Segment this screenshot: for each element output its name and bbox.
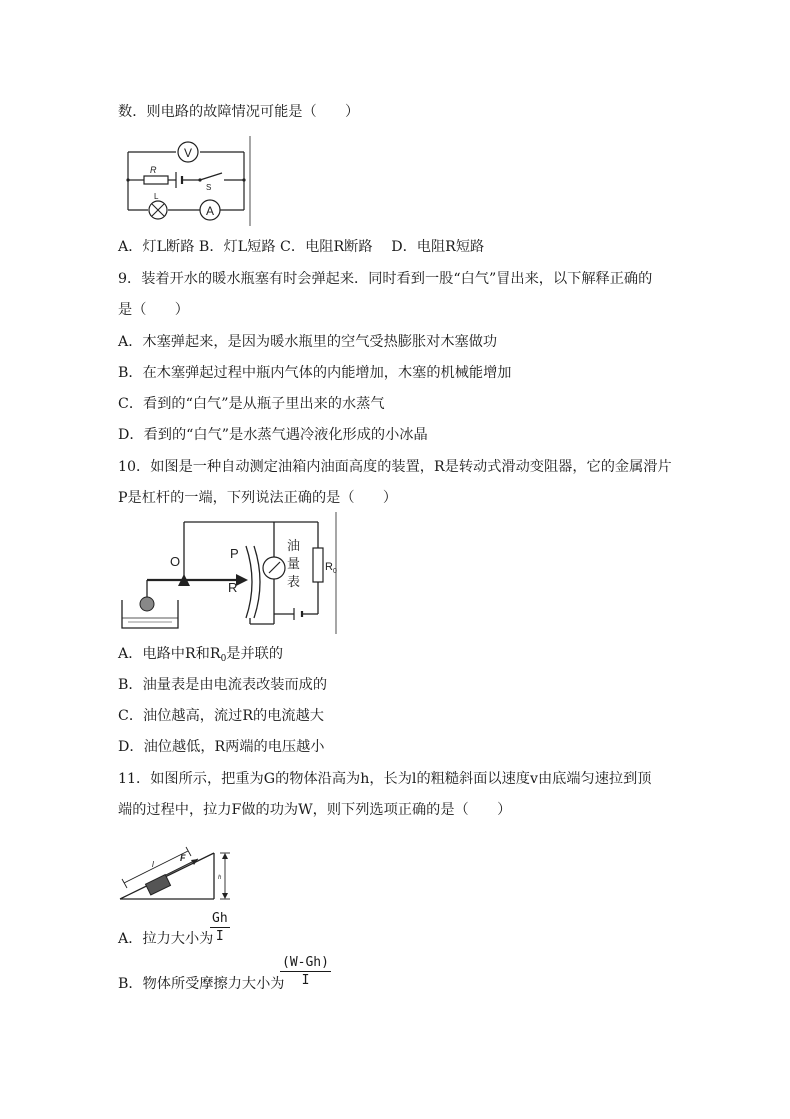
q9-option-c: C．看到的“白气”是从瓶子里出来的水蒸气 <box>118 396 385 412</box>
lever-arrowhead <box>236 574 248 586</box>
force-label-f: F <box>180 853 186 863</box>
pivot-label-o: O <box>170 554 181 569</box>
q11-option-b: B．物体所受摩擦力大小为 <box>118 976 285 992</box>
gauge-label-char3: 表 <box>287 574 301 589</box>
q10-stem-line2: P是杠杆的一端，下列说法正确的是（ ） <box>118 490 398 506</box>
q10-stem-line1: 10．如图是一种自动测定油箱内油面高度的装置，R是转动式滑动变阻器，它的金属滑片 <box>118 459 672 475</box>
q11-stem-line1: 11．如图所示，把重为G的物体沿高为h，长为l的粗糙斜面以速度v由底端匀速拉到顶 <box>118 771 652 787</box>
fraction-a-denominator: I <box>215 929 224 944</box>
q11-option-a-fraction <box>210 910 230 945</box>
q9-stem-line1: 9．装着开水的暖水瓶塞有时会弹起来．同时看到一股“白气”冒出来，以下解释正确的 <box>118 271 653 287</box>
gauge-label-char2: 量 <box>287 556 301 571</box>
fraction-b-denominator: I <box>301 973 310 988</box>
q9-option-d: D．看到的“白气”是水蒸气遇冷液化形成的小冰晶 <box>118 427 428 443</box>
rheostat-label-r: R <box>228 580 238 595</box>
q10-battery <box>294 608 302 620</box>
float-ball <box>140 597 154 611</box>
q11-incline-diagram <box>118 843 238 903</box>
q11-option-a: A．拉力大小为 <box>118 931 214 947</box>
incline-block <box>146 875 171 895</box>
q10-option-a: A．电路中R和$R_0$是并联的 <box>118 646 284 664</box>
switch-label: S <box>206 183 212 192</box>
q11-option-b-fraction <box>280 954 331 989</box>
q10-oil-gauge-diagram <box>118 512 348 634</box>
voltmeter-label: V <box>183 146 193 160</box>
q8-circuit-diagram <box>118 136 258 226</box>
q11-stem-line2: 端的过程中，拉力F做的功为W，则下列选项正确的是（ ） <box>118 802 512 818</box>
slider-label-p: P <box>230 546 239 561</box>
q8-stem-tail: 数．则电路的故障情况可能是（ ） <box>118 104 360 120</box>
switch-pivot <box>198 178 201 181</box>
resistor-label: R <box>150 165 157 175</box>
gauge-label-char1: 油 <box>287 538 301 553</box>
height-label-h: h <box>218 875 222 881</box>
length-label-l: l <box>152 860 154 869</box>
fraction-b-numerator: (W-Gh) <box>282 955 329 970</box>
fraction-a-numerator: Gh <box>212 911 228 926</box>
q9-option-a: A．木塞弹起来，是因为暖水瓶里的空气受热膨胀对木塞做功 <box>118 334 498 350</box>
junction-left <box>126 178 129 181</box>
q9-option-b: B．在木塞弹起过程中瓶内气体的内能增加，木塞的机械能增加 <box>118 365 512 381</box>
r0-resistor <box>313 548 323 582</box>
r0-label: $R_0$ <box>325 561 337 575</box>
q8-options: A．灯L断路 B．灯L短路 C．电阻R断路 D．电阻R短路 <box>118 239 485 255</box>
q10-option-c: C．油位越高，流过R的电流越大 <box>118 708 324 724</box>
q9-stem-line2: 是（ ） <box>118 302 189 318</box>
battery-symbol <box>176 172 182 188</box>
resistor-symbol <box>144 176 168 184</box>
q10-option-d: D．油位越低，R两端的电压越小 <box>118 739 325 755</box>
lamp-label: L <box>154 192 159 201</box>
height-arrow-bottom <box>222 893 228 899</box>
height-arrow-top <box>222 853 228 859</box>
q10-option-b: B．油量表是由电流表改装而成的 <box>118 677 328 693</box>
ammeter-label: A <box>205 204 215 218</box>
junction-right <box>242 178 245 181</box>
